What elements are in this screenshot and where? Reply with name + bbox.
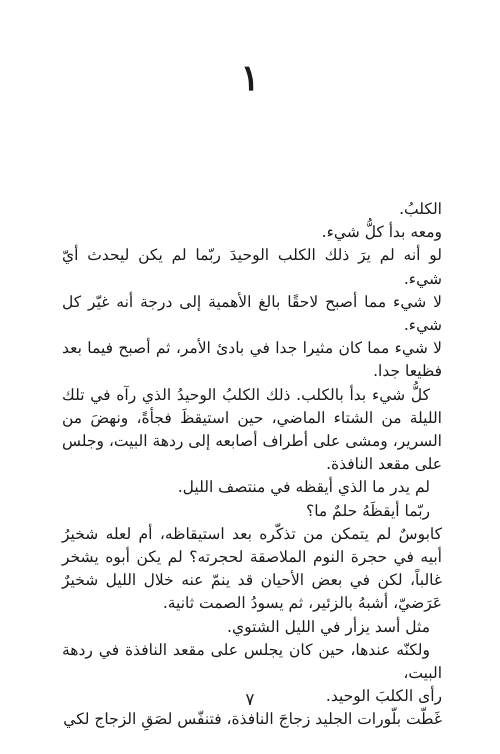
paragraph: الكلبُ.: [399, 200, 442, 218]
paragraph: ومعه بدأ كلُّ شيء.: [321, 223, 442, 242]
page-number: ٧: [245, 690, 255, 710]
paragraph: لا شيء مما كان مثيرا جدا في بادئ الأمر، ثم أصبح فيما بعد فظيعا جدا.: [62, 339, 442, 381]
paragraph: ولكنّه عندها، حين كان يجلس على مقعد النافذة في ردهة البيت،: [62, 640, 442, 683]
paragraph: غَطّت بلّورات الجليد زجاجَ النافذة، فتنفّس لصَقِ الزجاج لكي: [63, 710, 442, 729]
chapter-number: ١: [240, 57, 260, 99]
paragraph: لم يدر ما الذي أيقظه في منتصف الليل.: [177, 478, 430, 497]
paragraph: مثل أسد يزأر في الليل الشتوي.: [227, 617, 430, 636]
paragraph: كابوسٌ لم يتمكن من تذكّره بعد استيقاظه، أم لعله شخيرُ أبيه في حجرة النوم الملاصقة لحجرته؟ لم يكن أبوه يشخر غالباً، لكن في بعض الأحيان قد ينمّ عنه خلال الليل شخيرٌ عَرَضيّ، أشبهُ بالزئير، ثم يسودُ الصمت ثانية.: [62, 524, 442, 613]
paragraph: ربّما أيقظَهُ حلمٌ ما؟: [305, 501, 430, 520]
paragraph: رأى الكلبَ الوحيد.: [325, 687, 442, 706]
body-text: [62, 198, 442, 732]
paragraph: لو أنه لم يرَ ذلك الكلب الوحيدَ ربّما لم يكن ليحدث أيّ شيء.: [62, 246, 442, 288]
paragraph: كلُّ شيء بدأ بالكلب. ذلك الكلبُ الوحيدُ الذي رآه في تلك الليلة من الشتاء الماضي، حين استيقظَ فجأةً، ونهضَ من السرير، ومشى على أطراف أصابعه إلى ردهة البيت، وجلس على مقعد النافذة.: [62, 385, 442, 474]
paragraph: لا شيء مما أصبح لاحقًا بالغ الأهمية إلى درجة أنه غيّر كل شيء.: [62, 292, 442, 335]
